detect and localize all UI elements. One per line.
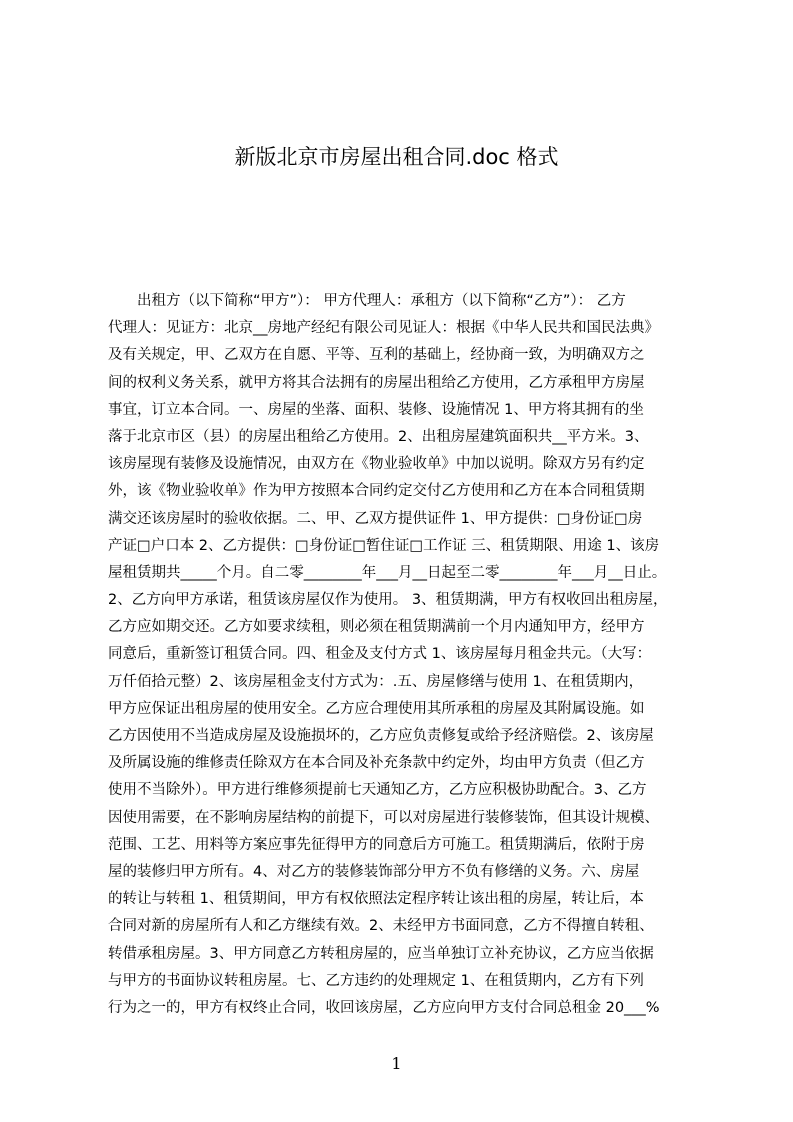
- text-line: 合同对新的房屋所有人和乙方继续有效。2、未经甲方书面同意，乙方不得擅自转租、: [108, 918, 654, 935]
- text-line: 该房屋现有装修及设施情况，由双方在《物业验收单》中加以说明。除双方另有约定: [108, 456, 645, 473]
- text-line: 使用不当除外）。甲方进行维修须提前七天通知乙方，乙方应积极协助配合。3、乙方: [108, 782, 647, 799]
- text-line: 万仟佰拾元整）2、该房屋租金支付方式为：.五、房屋修缮与使用 1、在租赁期内，: [108, 673, 644, 690]
- text-line: 屋的装修归甲方所有。4、对乙方的装修装饰部分甲方不负有修缮的义务。六、房屋: [108, 863, 640, 880]
- text-line: 乙方应如期交还。乙方如要求续租，则必须在租赁期满前一个月内通知甲方，经甲方: [108, 619, 645, 636]
- text-line: 同意后，重新签订租赁合同。四、租金及支付方式 1、该房屋每月租金共元。（大写：: [108, 646, 652, 663]
- contract-body: [108, 288, 698, 1048]
- text-line: 及所属设施的维修责任除双方在本合同及补充条款中约定外，均由甲方负责（但乙方: [108, 755, 645, 772]
- text-line: 因使用需要，在不影响房屋结构的前提下，可以对房屋进行装修装饰，但其设计规模、: [108, 809, 659, 826]
- text-line: 乙方因使用不当造成房屋及设施损坏的，乙方应负责修复或给予经济赔偿。2、该房屋: [108, 728, 654, 744]
- text-line: 2、乙方向甲方承诺，租赁该房屋仅作为使用。 3、租赁期满，甲方有权收回出租房屋，: [108, 592, 668, 609]
- text-line: 外，该《物业验收单》作为甲方按照本合同约定交付乙方使用和乙方在本合同租赁期: [108, 483, 645, 500]
- text-line: 落于北京市区（县）的房屋出租给乙方使用。2、出租房屋建筑面积共__平方米。3、: [108, 428, 649, 445]
- text-line: 转借承租房屋。3、甲方同意乙方转租房屋的，应当单独订立补充协议，乙方应当依据: [108, 945, 654, 962]
- text-line: 代理人：见证方：北京__房地产经纪有限公司见证人：根据《中华人民共和国民法典》: [108, 320, 659, 337]
- text-line: 间的权利义务关系，就甲方将其合法拥有的房屋出租给乙方使用，乙方承租甲方房屋: [108, 374, 645, 391]
- text-line: 的转让与转租 1、租赁期间，甲方有权依照法定程序转让该出租的房屋，转让后，本: [108, 891, 644, 908]
- text-line: 与甲方的书面协议转租房屋。七、乙方违约的处理规定 1、在租赁期内，乙方有下列: [108, 972, 644, 989]
- page-number: 1: [391, 1054, 402, 1073]
- text-line: 范围、工艺、用料等方案应事先征得甲方的同意后方可施工。租赁期满后，依附于房: [108, 836, 645, 853]
- text-line: 出租方（以下简称“甲方”）： 甲方代理人：承租方（以下简称“乙方”）： 乙方: [108, 293, 626, 309]
- text-line: 屋租赁期共_____个月。自二零________年___月__日起至二零________年___月__日止。: [108, 564, 667, 581]
- text-line: 满交还该房屋时的验收依据。二、甲、乙双方提供证件 1、甲方提供：□身份证□房: [108, 510, 643, 527]
- text-line: 事宜，订立本合同。一、房屋的坐落、面积、装修、设施情况 1、甲方将其拥有的坐: [108, 401, 644, 418]
- text-line: 产证□户口本 2、乙方提供：□身份证□暂住证□工作证 三、租赁期限、用途 1、该房: [108, 537, 660, 554]
- text-line: 行为之一的，甲方有权终止合同，收回该房屋，乙方应向甲方支付合同总租金 20___%: [108, 999, 660, 1016]
- document-title: 新版北京市房屋出租合同.doc 格式: [234, 145, 559, 169]
- text-line: 及有关规定，甲、乙双方在自愿、平等、互利的基础上，经协商一致，为明确双方之: [108, 347, 645, 364]
- text-line: 甲方应保证出租房屋的使用安全。乙方应合理使用其所承租的房屋及其附属设施。如: [108, 700, 645, 717]
